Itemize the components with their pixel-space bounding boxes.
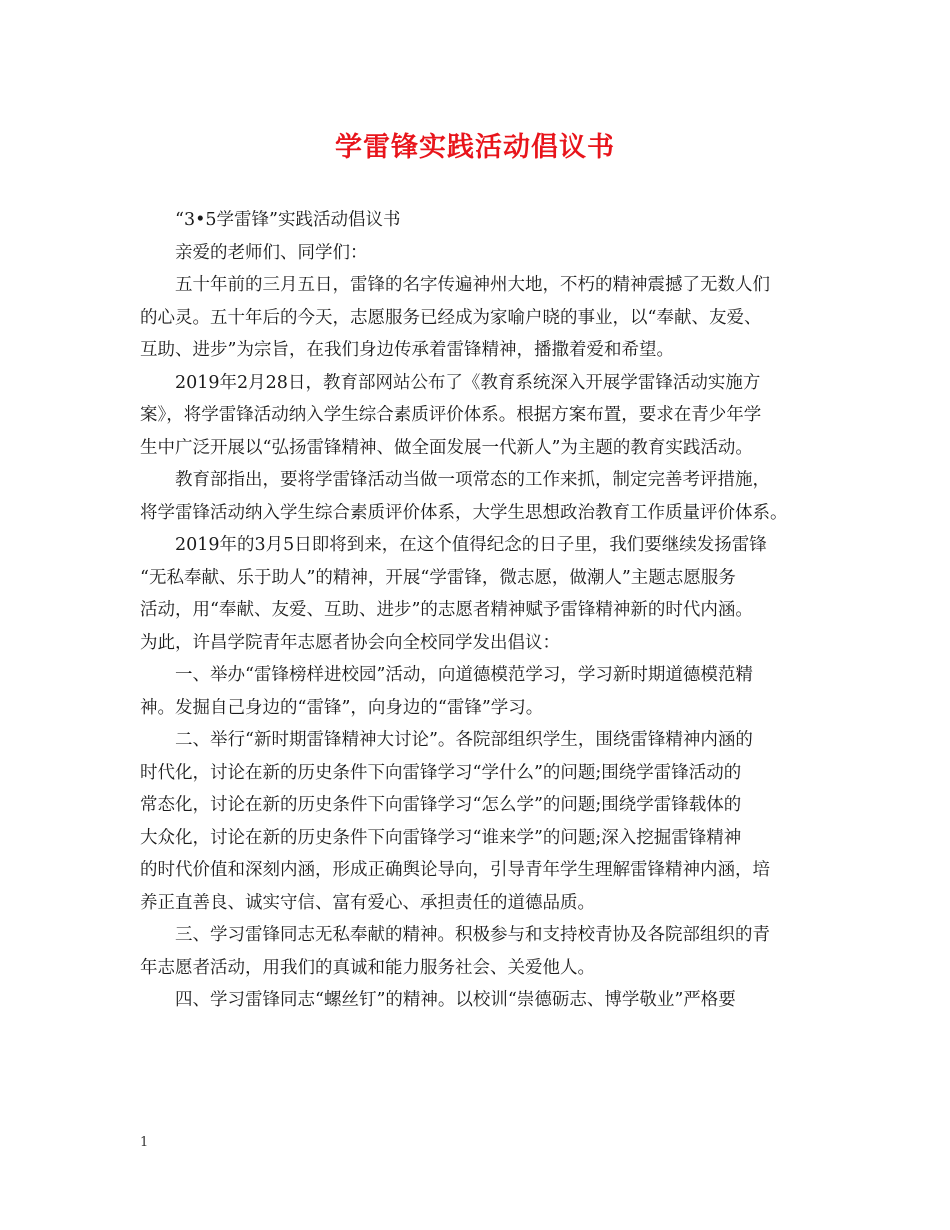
paragraph-proposal-one: 一、举办“雷锋榜样进校园”活动，向道德模范学习，学习新时期道德模范精 神。发掘自己身边的“雷锋”，向身边的“雷锋”学习。 bbox=[140, 665, 753, 718]
paragraph-march-fifth: 2019年的3月5日即将到来，在这个值得纪念的日子里，我们要继续发扬雷锋 “无私奉献、乐于助人”的精神，开展“学雷锋，微志愿，做潮人”主题志愿服务 活动，用“奉献、友爱、互助、进步”的志愿者精神赋予雷锋精神新的时代内涵。 为此，许昌学院青年志愿者协会向全校同学发出倡议： bbox=[140, 535, 767, 653]
paragraph-heading-line: “3•5学雷锋”实践活动倡议书 bbox=[175, 210, 401, 230]
paragraph-ministry-notice: 教育部指出，要将学雷锋活动当做一项常态的工作来抓，制定完善考评措施， 将学雷锋活动纳入学生综合素质评价体系，大学生思想政治教育工作质量评价体系。 bbox=[140, 470, 788, 523]
paragraph-proposal-two: 二、举行“新时期雷锋精神大讨论”。各院部组织学生，围绕雷锋精神内涵的 时代化，讨论在新的历史条件下向雷锋学习“学什么”的问题;围绕学雷锋活动的 常态化，讨论在新的历史条件下向雷锋学习“怎么学”的问题;围绕学雷锋载体的 大众化，讨论在新的历史条件下向雷锋学习“谁来学”的问题;深入挖掘雷锋精神 的时代价值和深刻内涵，形成正确舆论导向，引导青年学生理解雷锋精神内涵，培 养正直善良、诚实守信、富有爱心、承担责任的道德品质。 bbox=[140, 730, 770, 913]
page-number: 1 bbox=[140, 1135, 149, 1150]
paragraph-intro: 五十年前的三月五日，雷锋的名字传遍神州大地，不朽的精神震撼了无数人们 的心灵。五十年后的今天，志愿服务已经成为家喻户晓的事业，以“奉献、友爱、 互助、进步”为宗旨，在我们身边传承着雷锋精神，播撒着爱和希望。 bbox=[140, 275, 770, 360]
paragraph-proposal-three: 三、学习雷锋同志无私奉献的精神。积极参与和支持校青协及各院部组织的青 年志愿者活动，用我们的真诚和能力服务社会、关爱他人。 bbox=[140, 925, 770, 978]
paragraph-proposal-four: 四、学习雷锋同志“螺丝钉”的精神。以校训“崇德砺志、博学敬业”严格要 bbox=[175, 990, 736, 1010]
document-title: 学雷锋实践活动倡议书 bbox=[335, 132, 615, 163]
paragraph-salutation: 亲爱的老师们、同学们： bbox=[175, 242, 368, 263]
paragraph-ministry-plan: 2019年2月28日，教育部网站公布了《教育系统深入开展学雷锋活动实施方 案》，将学雷锋活动纳入学生综合素质评价体系。根据方案布置，要求在青少年学 生中广泛开展以“弘扬雷锋精神、做全面发展一代新人”为主题的教育实践活动。 bbox=[140, 372, 762, 458]
document-body bbox=[140, 204, 820, 1017]
